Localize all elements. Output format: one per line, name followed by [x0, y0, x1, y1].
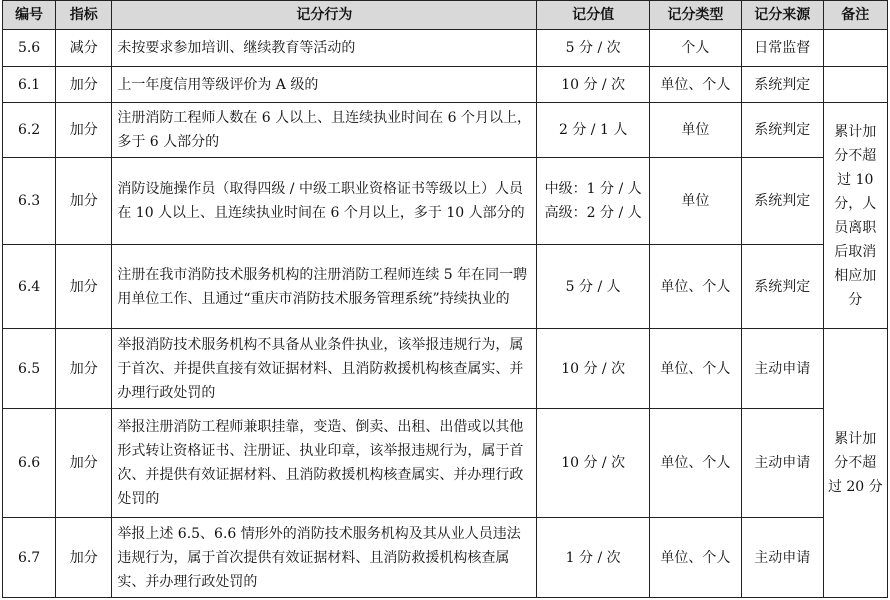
cell-type: 单位: [649, 158, 741, 245]
table-row: [3, 329, 888, 409]
cell-type: 单位、个人: [649, 67, 741, 103]
cell-indicator: 加分: [56, 518, 112, 598]
cell-indicator: 加分: [56, 158, 112, 245]
header-source: 记分来源: [741, 1, 823, 30]
cell-type: 个人: [649, 30, 741, 67]
cell-indicator: 加分: [56, 329, 112, 409]
score-intermediate: 中级：1 分 / 人: [544, 181, 642, 197]
table-row: [3, 30, 888, 67]
table-row: [3, 103, 888, 158]
cell-type: 单位、个人: [649, 409, 741, 518]
cell-score: 1 分 / 次: [537, 518, 649, 598]
cell-indicator: 加分: [56, 103, 112, 158]
cell-score: 10 分 / 次: [537, 409, 649, 518]
cell-behavior: 注册消防工程师人数在 6 人以上、且连续执业时间在 6 个月以上，多于 6 人部分的: [112, 103, 537, 158]
cell-no: 6.4: [3, 245, 56, 329]
cell-indicator: 加分: [56, 245, 112, 329]
cell-no: 6.5: [3, 329, 56, 409]
cell-source: 主动申请: [741, 329, 823, 409]
table-row: [3, 67, 888, 103]
header-indicator: 指标: [56, 1, 112, 30]
cell-source: 系统判定: [741, 245, 823, 329]
score-advanced: 高级：2 分 / 人: [544, 205, 642, 221]
header-row: [3, 1, 888, 30]
cell-behavior: 消防设施操作员（取得四级 / 中级工职业资格证书等级以上）人员在 10 人以上、且连续执业时间在 6 个月以上，多于 10 人部分的: [112, 158, 537, 245]
cell-score: 5 分 / 次: [537, 30, 649, 67]
cell-no: 6.1: [3, 67, 56, 103]
cell-no: 6.6: [3, 409, 56, 518]
cell-source: 系统判定: [741, 158, 823, 245]
cell-score: 5 分 / 人: [537, 245, 649, 329]
cell-no: 6.2: [3, 103, 56, 158]
cell-source: 日常监督: [741, 30, 823, 67]
cell-source: 系统判定: [741, 67, 823, 103]
cell-note-empty: [823, 30, 887, 67]
cell-type: 单位: [649, 103, 741, 158]
cell-note-empty: [823, 67, 887, 103]
cell-score: [537, 158, 649, 245]
cell-no: 5.6: [3, 30, 56, 67]
header-behavior: 记分行为: [112, 1, 537, 30]
cell-score: 2 分 / 1 人: [537, 103, 649, 158]
cell-source: 系统判定: [741, 103, 823, 158]
cell-no: 6.3: [3, 158, 56, 245]
scoring-table: [2, 0, 888, 598]
cell-type: 单位、个人: [649, 518, 741, 598]
table-row: [3, 245, 888, 329]
cell-behavior: 未按要求参加培训、继续教育等活动的: [112, 30, 537, 67]
cell-type: 单位、个人: [649, 329, 741, 409]
cell-type: 单位、个人: [649, 245, 741, 329]
cell-source: 主动申请: [741, 409, 823, 518]
table-row: [3, 409, 888, 518]
cell-indicator: 加分: [56, 409, 112, 518]
cell-behavior: 举报注册消防工程师兼职挂靠，变造、倒卖、出租、出借或以其他形式转让资格证书、注册证、执业印章，该举报违规行为，属于首次、并提供有效证据材料、且消防救援机构核查属实、并办理行政处罚的: [112, 409, 537, 518]
header-no: 编号: [3, 1, 56, 30]
cell-behavior: 上一年度信用等级评价为 A 级的: [112, 67, 537, 103]
cell-indicator: 加分: [56, 67, 112, 103]
cell-behavior: 举报上述 6.5、6.6 情形外的消防技术服务机构及其从业人员违法违规行为，属于首次提供有效证据材料、且消防救援机构核查属实、并办理行政处罚的: [112, 518, 537, 598]
note-cumulative-10: 累计加分不超过 10 分，人员离职后取消相应加分: [823, 103, 887, 329]
cell-behavior: 举报消防技术服务机构不具备从业条件执业，该举报违规行为，属于首次、并提供直接有效证据材料、且消防救援机构核查属实、并办理行政处罚的: [112, 329, 537, 409]
note-cumulative-20: 累计加分不超过 20 分: [823, 329, 887, 598]
cell-behavior: 注册在我市消防技术服务机构的注册消防工程师连续 5 年在同一聘用单位工作、且通过“重庆市消防技术服务管理系统”持续执业的: [112, 245, 537, 329]
cell-score: 10 分 / 次: [537, 329, 649, 409]
cell-source: 主动申请: [741, 518, 823, 598]
table-row: [3, 518, 888, 598]
header-score: 记分值: [537, 1, 649, 30]
header-note: 备注: [823, 1, 887, 30]
cell-no: 6.7: [3, 518, 56, 598]
table-row: [3, 158, 888, 245]
cell-indicator: 减分: [56, 30, 112, 67]
cell-score: 10 分 / 次: [537, 67, 649, 103]
header-type: 记分类型: [649, 1, 741, 30]
